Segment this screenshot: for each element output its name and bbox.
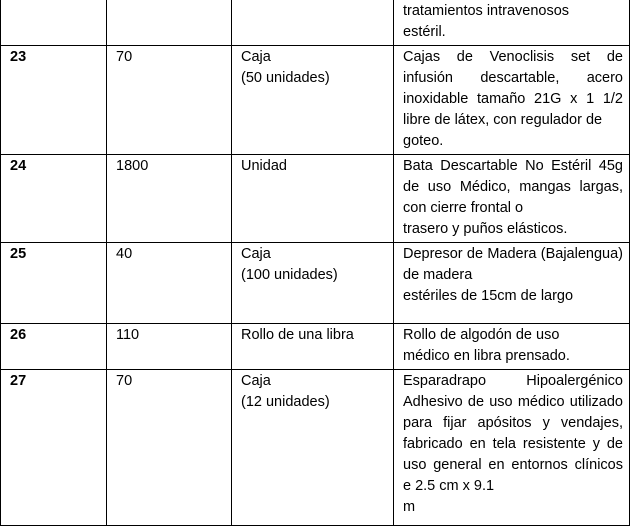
description-cell — [394, 46, 630, 155]
unit-line: Rollo de una libra — [241, 327, 354, 343]
description-last-line: goteo. — [403, 133, 444, 149]
unit-cell — [232, 155, 394, 243]
item-number-cell: 27 — [1, 370, 107, 526]
item-number-cell: 26 — [1, 324, 107, 370]
unit-line: (50 unidades) — [241, 70, 330, 86]
table-row — [1, 0, 630, 46]
unit-line: Caja — [241, 49, 271, 65]
description-last-line: trasero y puños elásticos. — [403, 221, 568, 237]
unit-cell — [232, 324, 394, 370]
quantity-cell: 1800 — [107, 155, 232, 243]
unit-cell — [232, 0, 394, 46]
description-text: Depresor de Madera (Bajalengua) de madera — [403, 246, 623, 283]
description-last-line: estéril. — [403, 24, 446, 40]
unit-line: (100 unidades) — [241, 267, 338, 283]
unit-cell — [232, 370, 394, 526]
description-cell — [394, 0, 630, 46]
quantity-cell: 70 — [107, 46, 232, 155]
quantity-cell: 40 — [107, 243, 232, 324]
unit-cell — [232, 243, 394, 324]
item-number-cell: 24 — [1, 155, 107, 243]
description-last-line: m — [403, 499, 416, 515]
description-text: Bata Descartable No Estéril 45g de uso Médico, mangas largas, con cierre frontal o — [403, 158, 623, 216]
table-row — [1, 46, 630, 155]
table-row — [1, 155, 630, 243]
item-number-cell: 23 — [1, 46, 107, 155]
description-cell — [394, 370, 630, 526]
unit-line: (12 unidades) — [241, 394, 330, 410]
description-text: Cajas de Venoclisis set de infusión descartable, acero inoxidable tamaño 21G x 1 1/2 libre de látex, con regulador de — [403, 49, 623, 128]
description-cell — [394, 324, 630, 370]
table-row — [1, 370, 630, 526]
quantity-cell: 70 — [107, 370, 232, 526]
unit-line: Caja — [241, 373, 271, 389]
quantity-cell: 110 — [107, 324, 232, 370]
unit-cell — [232, 46, 394, 155]
description-last-line: médico en libra prensado. — [403, 348, 570, 364]
item-number-cell: 25 — [1, 243, 107, 324]
unit-line: Caja — [241, 246, 271, 262]
quantity-cell — [107, 0, 232, 46]
item-number-cell — [1, 0, 107, 46]
description-cell — [394, 155, 630, 243]
description-last-line: estériles de 15cm de largo — [403, 288, 574, 304]
unit-line: Unidad — [241, 158, 287, 174]
table-row — [1, 243, 630, 324]
description-text: tratamientos intravenosos — [403, 3, 570, 19]
description-text: Rollo de algodón de uso — [403, 327, 560, 343]
description-cell — [394, 243, 630, 324]
description-text: Esparadrapo Hipoalergénico Adhesivo de uso médico utilizado para fijar apósitos y vendajes, fabricado en tela resistente y de uso general en entornos clínicos e 2.5 cm x 9.1 — [403, 373, 623, 494]
table-row — [1, 324, 630, 370]
